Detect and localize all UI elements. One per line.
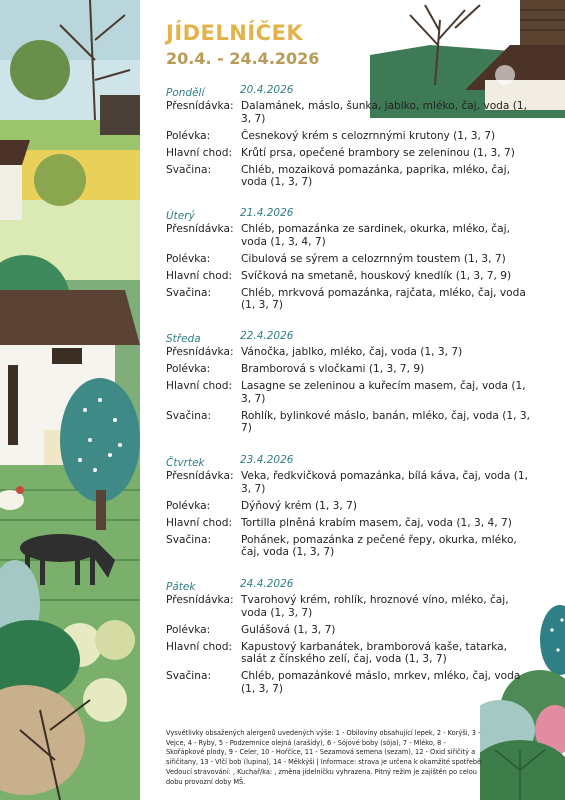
meal-label: Hlavní chod: [166,640,233,653]
meal-row-main [166,517,536,530]
meal-label: Přesnídávka: [166,100,234,112]
menu-header [166,20,319,70]
meal-value: Chléb, pomazánkové máslo, mrkev, mléko, čaj, voda (1, 3, 7) [241,670,521,695]
meal-row-main [166,380,536,405]
page-title: JÍDELNÍČEK [166,21,304,45]
meal-row-soup [166,363,536,376]
day-date: 20.4.2026 [240,84,294,96]
meal-label: Svačina: [166,670,212,682]
meal-label: Polévka: [166,129,211,142]
meal-label: Polévka: [166,252,211,265]
meal-value: Gulášová (1, 3, 7) [241,623,336,636]
allergen-footnote: Vysvětlivky obsažených alergenů uvedených výše: 1 - Obiloviny obsahující lepek, 2 - Korýši, 3 - Vejce, 4 - Ryby, 5 - Podzemnice olejná (arašídy), 6 - Sójové boby (sója), 7 - Mléko, 8 - Skořápkové plody, 9 - Celer, 10 - Hořčice, 11 - Sezamová semena (sezam), 12 - Oxid siřičitý a siřičitany, 13 - Vlčí bob (lupina), 14 - Měkkýši | Informace: strava je určena k okamžité spotřebě. Vedoucí stravování: , Kuchař/ka: , změna jídelníčku vyhrazena. Pitný režim je zajištěn po celou dobu provozní doby MŠ. [166,729,484,786]
meal-value: Dalamánek, máslo, šunka, jablko, mléko, čaj, voda (1, 3, 7) [241,100,528,125]
meal-value: Svíčková na smetaně, houskový knedlík (1, 3, 7, 9) [241,269,512,282]
meal-value: Veka, ředkvičková pomazánka, bílá káva, čaj, voda (1, 3, 7) [241,470,528,495]
meal-row-main [166,147,536,160]
meal-row-main [166,641,536,666]
week-dates: 20.4. - 24.4.2026 [166,49,320,68]
meal-value: Pohánek, pomazánka z pečené řepy, okurka, mléko, čaj, voda (1, 3, 7) [241,533,517,558]
day-wednesday [166,330,536,439]
meal-label: Přesnídávka: [166,594,234,606]
meal-row-soup [166,253,536,266]
meal-row-snack-pm [166,287,536,312]
left-illustration [0,0,140,800]
day-monday [166,84,536,193]
day-date: 21.4.2026 [240,207,294,219]
meal-row-snack-am [166,346,536,359]
meal-row-snack-pm [166,534,536,559]
meal-value: Chléb, pomazánka ze sardinek, okurka, mléko, čaj, voda (1, 3, 4, 7) [241,223,510,248]
meal-label: Svačina: [166,163,212,176]
day-date: 23.4.2026 [240,454,294,466]
meal-label: Přesnídávka: [166,470,234,482]
meal-label: Polévka: [166,623,211,636]
day-name: Pátek [166,581,196,593]
meal-label: Hlavní chod: [166,380,233,392]
meal-value: Lasagne se zeleninou a kuřecím masem, čaj, voda (1, 3, 7) [241,380,526,405]
meal-label: Hlavní chod: [166,269,233,282]
meal-label: Přesnídávka: [166,223,234,235]
meal-value: Vánočka, jablko, mléko, čaj, voda (1, 3, 7) [241,346,463,358]
meal-row-snack-am [166,223,536,248]
meal-value: Tortilla plněná krabím masem, čaj, voda (1, 3, 4, 7) [241,516,512,529]
day-name: Úterý [166,210,195,222]
meal-value: Rohlík, bylinkové máslo, banán, mléko, čaj, voda (1, 3, 7) [241,409,530,434]
meal-row-soup [166,130,536,143]
meal-row-snack-am [166,470,536,495]
meal-row-main [166,270,536,283]
day-thursday [166,454,536,563]
meal-label: Hlavní chod: [166,516,233,529]
meal-row-soup [166,500,536,513]
meal-label: Svačina: [166,286,212,299]
meal-row-snack-pm [166,410,536,435]
meal-label: Polévka: [166,363,211,375]
meal-label: Přesnídávka: [166,346,234,358]
meal-value: Chléb, mozaiková pomazánka, paprika, mléko, čaj, voda (1, 3, 7) [241,163,510,188]
day-tuesday [166,207,536,316]
meal-row-soup [166,624,536,637]
day-name: Středa [166,333,201,345]
meal-label: Hlavní chod: [166,146,233,159]
meal-value: Krůtí prsa, opečené brambory se zeleninou (1, 3, 7) [241,146,515,159]
meal-row-snack-am [166,100,536,125]
meal-value: Tvarohový krém, rohlík, hroznové víno, mléko, čaj, voda (1, 3, 7) [241,594,509,619]
day-name: Čtvrtek [166,457,205,469]
meal-row-snack-pm [166,670,536,695]
meal-value: Cibulová se sýrem a celozrnným toustem (1, 3, 7) [241,252,506,265]
meal-row-snack-am [166,594,536,619]
meal-label: Svačina: [166,533,212,546]
meal-label: Polévka: [166,499,211,512]
day-date: 24.4.2026 [240,578,294,590]
meal-label: Svačina: [166,409,212,422]
day-friday [166,578,536,700]
meal-value: Dýňový krém (1, 3, 7) [241,499,357,512]
meal-value: Bramborová s vločkami (1, 3, 7, 9) [241,363,425,375]
day-date: 22.4.2026 [240,330,294,342]
meal-value: Česnekový krém s celozrnnými krutony (1, 3, 7) [241,129,496,142]
meal-value: Chléb, mrkvová pomazánka, rajčata, mléko, čaj, voda (1, 3, 7) [241,286,526,311]
meal-row-snack-pm [166,164,536,189]
meal-value: Kapustový karbanátek, bramborová kaše, tatarka, salát z čínského zelí, čaj, voda (1, 3, 7) [241,640,508,665]
day-name: Pondělí [166,87,205,99]
